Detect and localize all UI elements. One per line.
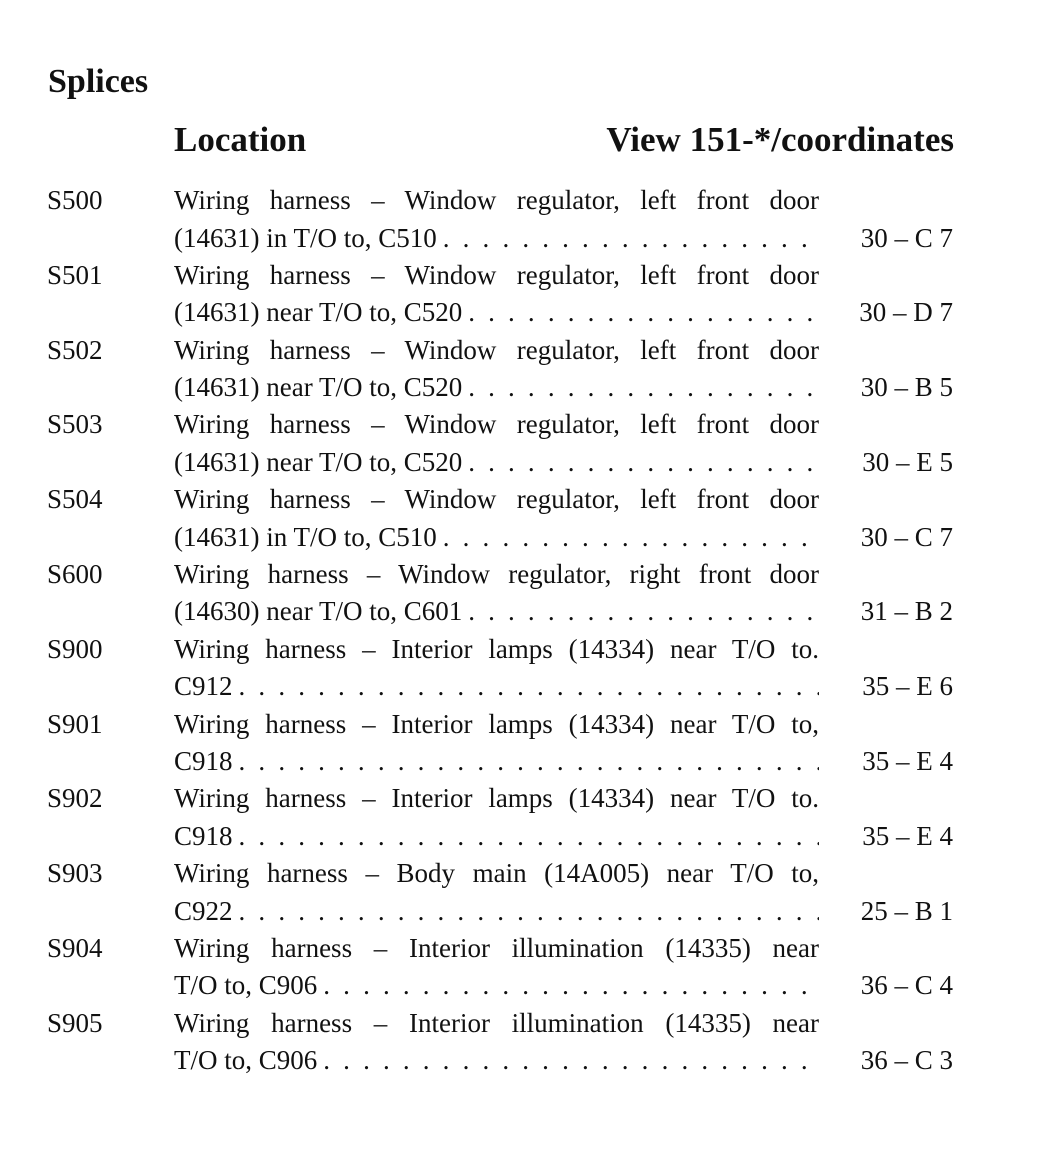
splice-coordinates: 30 – C 7 — [860, 222, 953, 253]
splice-entry — [0, 1005, 1056, 1080]
splice-location-continuation: (14631) near T/O to, C520 — [174, 446, 463, 477]
splice-location-continuation: (14630) near T/O to, C601 — [174, 596, 463, 627]
splice-location-line2 — [174, 593, 819, 631]
splice-location-continuation: C912 — [174, 671, 233, 702]
dot-leader — [239, 893, 819, 931]
splice-location-line2 — [174, 743, 819, 781]
splice-entry — [0, 930, 1056, 1005]
splice-location-line1: Wiring harness – Window regulator, left front door — [174, 409, 819, 440]
splice-location-continuation: (14631) near T/O to, C520 — [174, 372, 463, 403]
dot-leader — [443, 220, 819, 258]
splice-location-line2 — [174, 220, 819, 258]
splice-id: S600 — [47, 558, 103, 589]
splice-location-line1: Wiring harness – Interior lamps (14334) near T/O to, — [174, 708, 819, 739]
splice-id: S901 — [47, 708, 103, 739]
splice-entry — [0, 780, 1056, 855]
dot-leader — [239, 743, 819, 781]
splice-coordinates: 35 – E 6 — [862, 671, 953, 702]
dot-leader — [468, 369, 819, 407]
splice-entry — [0, 182, 1056, 257]
splice-id: S902 — [47, 783, 103, 814]
dot-leader — [443, 519, 819, 557]
splice-coordinates: 25 – B 1 — [860, 895, 953, 926]
splice-location-line2 — [174, 893, 819, 931]
splice-location-line2 — [174, 519, 819, 557]
dot-leader — [323, 967, 819, 1005]
splice-id: S904 — [47, 932, 103, 963]
splice-entry — [0, 406, 1056, 481]
splice-location-line1: Wiring harness – Interior lamps (14334) near T/O to. — [174, 783, 819, 814]
splice-location-line1: Wiring harness – Interior illumination (14335) near — [174, 1007, 819, 1038]
splice-entry — [0, 332, 1056, 407]
dot-leader — [468, 294, 819, 332]
splice-coordinates: 31 – B 2 — [860, 596, 953, 627]
splice-entry — [0, 556, 1056, 631]
splice-entry — [0, 631, 1056, 706]
splice-coordinates: 30 – B 5 — [860, 372, 953, 403]
splice-id: S900 — [47, 633, 103, 664]
splice-id: S502 — [47, 334, 103, 365]
splice-id: S503 — [47, 409, 103, 440]
splice-location-line1: Wiring harness – Interior lamps (14334) near T/O to. — [174, 633, 819, 664]
splice-coordinates: 30 – E 5 — [862, 446, 953, 477]
page-title: Splices — [48, 63, 149, 100]
splice-entry — [0, 481, 1056, 556]
splice-location-line1: Wiring harness – Interior illumination (14335) near — [174, 932, 819, 963]
splice-location-line2 — [174, 444, 819, 482]
column-header-location: Location — [174, 120, 307, 159]
splice-id: S903 — [47, 858, 103, 889]
column-header-view-coordinates: View 151-*/coordinates — [606, 120, 954, 159]
splice-coordinates: 30 – C 7 — [860, 521, 953, 552]
splice-location-line1: Wiring harness – Body main (14A005) near T/O to, — [174, 858, 819, 889]
splice-entry — [0, 706, 1056, 781]
splice-location-continuation: (14631) near T/O to, C520 — [174, 297, 463, 328]
dot-leader — [239, 668, 819, 706]
splice-id: S504 — [47, 484, 103, 515]
dot-leader — [239, 818, 819, 856]
splice-location-continuation: (14631) in T/O to, C510 — [174, 521, 437, 552]
dot-leader — [468, 444, 819, 482]
splice-entry — [0, 257, 1056, 332]
splice-coordinates: 36 – C 4 — [860, 970, 953, 1001]
splice-location-line1: Wiring harness – Window regulator, right front door — [174, 558, 819, 589]
splice-location-continuation: C922 — [174, 895, 233, 926]
splice-coordinates: 30 – D 7 — [859, 297, 953, 328]
splice-location-line2 — [174, 1042, 819, 1080]
splice-id: S905 — [47, 1007, 103, 1038]
splice-location-line2 — [174, 294, 819, 332]
splice-coordinates: 36 – C 3 — [860, 1045, 953, 1076]
splice-location-line2 — [174, 668, 819, 706]
splice-list — [0, 182, 1056, 1080]
splice-location-line1: Wiring harness – Window regulator, left front door — [174, 334, 819, 365]
splice-id: S501 — [47, 259, 103, 290]
splice-location-continuation: T/O to, C906 — [174, 1045, 318, 1076]
splice-location-line2 — [174, 369, 819, 407]
dot-leader — [468, 593, 819, 631]
splice-location-continuation: (14631) in T/O to, C510 — [174, 222, 437, 253]
splice-location-line1: Wiring harness – Window regulator, left front door — [174, 259, 819, 290]
splice-coordinates: 35 – E 4 — [862, 820, 953, 851]
splice-location-line1: Wiring harness – Window regulator, left front door — [174, 484, 819, 515]
splice-location-continuation: T/O to, C906 — [174, 970, 318, 1001]
splice-entry — [0, 855, 1056, 930]
splice-location-line1: Wiring harness – Window regulator, left front door — [174, 185, 819, 215]
dot-leader — [323, 1042, 819, 1080]
splice-location-line2 — [174, 967, 819, 1005]
splice-location-line2 — [174, 818, 819, 856]
splice-coordinates: 35 – E 4 — [862, 746, 953, 777]
splice-location-continuation: C918 — [174, 746, 233, 777]
splice-id: S500 — [47, 185, 103, 215]
splice-location-continuation: C918 — [174, 820, 233, 851]
